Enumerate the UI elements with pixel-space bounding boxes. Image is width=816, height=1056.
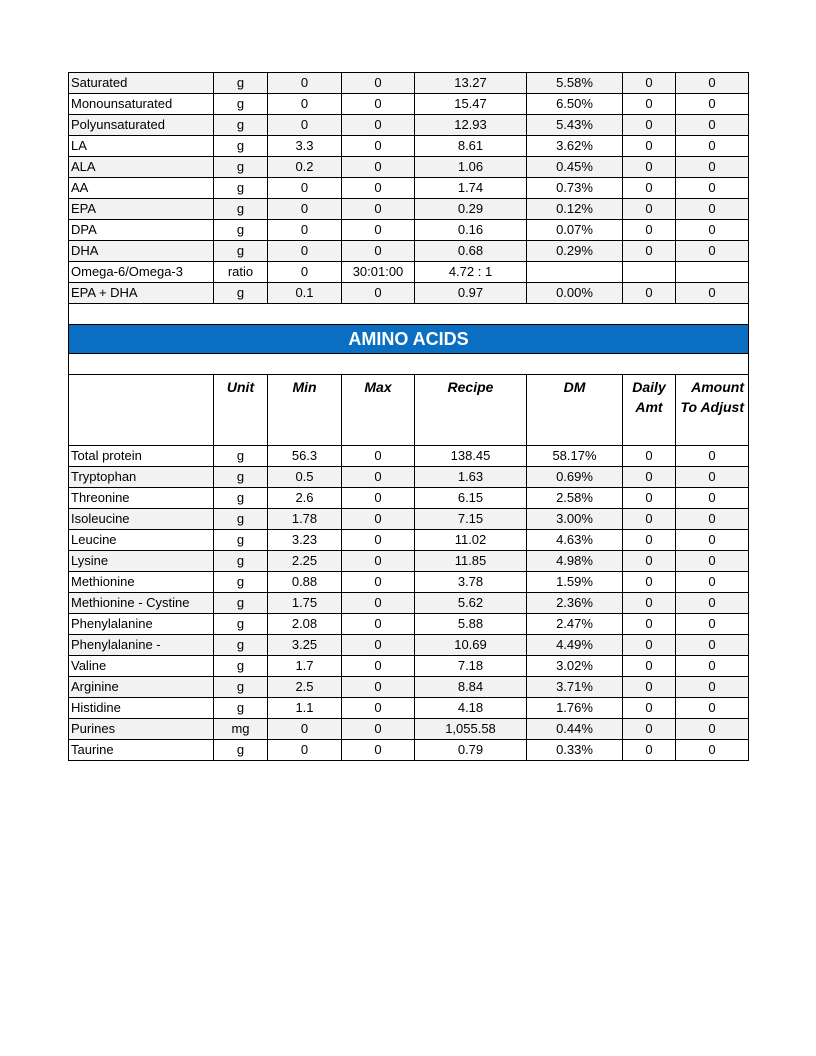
table-row [69, 220, 749, 241]
cell-recipe: 4.18 [415, 698, 527, 719]
cell-min: 0 [268, 740, 342, 761]
cell-max: 0 [342, 467, 415, 488]
cell-min: 56.3 [268, 446, 342, 467]
cell-unit: g [214, 94, 268, 115]
cell-daily: 0 [623, 656, 676, 677]
cell-name: Monounsaturated [69, 94, 214, 115]
cell-dm: 2.36% [527, 593, 623, 614]
cell-name: AA [69, 178, 214, 199]
cell-min: 1.7 [268, 656, 342, 677]
table-row [69, 530, 749, 551]
cell-dm: 4.49% [527, 635, 623, 656]
cell-unit: g [214, 467, 268, 488]
cell-recipe: 15.47 [415, 94, 527, 115]
cell-max: 0 [342, 551, 415, 572]
cell-dm: 5.43% [527, 115, 623, 136]
cell-max: 0 [342, 740, 415, 761]
cell-unit: g [214, 677, 268, 698]
header-min: Min [268, 375, 342, 446]
column-header-row [69, 375, 749, 446]
cell-unit: g [214, 698, 268, 719]
cell-dm: 0.69% [527, 467, 623, 488]
cell-adjust: 0 [676, 614, 749, 635]
cell-daily: 0 [623, 241, 676, 262]
cell-name: Phenylalanine - [69, 635, 214, 656]
cell-min: 2.5 [268, 677, 342, 698]
cell-recipe: 138.45 [415, 446, 527, 467]
table-row [69, 551, 749, 572]
cell-name: DHA [69, 241, 214, 262]
cell-daily: 0 [623, 698, 676, 719]
amino-section-header [69, 304, 749, 446]
cell-recipe: 12.93 [415, 115, 527, 136]
cell-recipe: 0.29 [415, 199, 527, 220]
cell-name: Tryptophan [69, 467, 214, 488]
cell-unit: g [214, 446, 268, 467]
cell-unit: g [214, 157, 268, 178]
cell-recipe: 5.88 [415, 614, 527, 635]
cell-min: 2.08 [268, 614, 342, 635]
cell-dm: 3.00% [527, 509, 623, 530]
cell-dm: 58.17% [527, 446, 623, 467]
cell-max: 0 [342, 241, 415, 262]
cell-daily: 0 [623, 740, 676, 761]
cell-name: Isoleucine [69, 509, 214, 530]
cell-recipe: 1,055.58 [415, 719, 527, 740]
cell-min: 3.23 [268, 530, 342, 551]
cell-max: 0 [342, 719, 415, 740]
cell-daily: 0 [623, 488, 676, 509]
cell-name: Polyunsaturated [69, 115, 214, 136]
cell-daily: 0 [623, 73, 676, 94]
cell-min: 1.75 [268, 593, 342, 614]
cell-min: 0.2 [268, 157, 342, 178]
cell-daily: 0 [623, 446, 676, 467]
amino-section [69, 446, 749, 761]
header-nutrient [69, 375, 214, 446]
cell-max: 0 [342, 73, 415, 94]
cell-name: Saturated [69, 73, 214, 94]
cell-daily: 0 [623, 199, 676, 220]
cell-adjust: 0 [676, 488, 749, 509]
cell-recipe: 11.02 [415, 530, 527, 551]
cell-adjust: 0 [676, 94, 749, 115]
cell-max: 0 [342, 614, 415, 635]
table-row [69, 635, 749, 656]
cell-adjust: 0 [676, 698, 749, 719]
table-row [69, 488, 749, 509]
cell-min: 2.6 [268, 488, 342, 509]
cell-max: 0 [342, 94, 415, 115]
cell-min: 0.88 [268, 572, 342, 593]
cell-daily: 0 [623, 94, 676, 115]
cell-dm: 3.62% [527, 136, 623, 157]
cell-name: Purines [69, 719, 214, 740]
header-daily-amt: Daily Amt [623, 375, 676, 446]
cell-unit: g [214, 220, 268, 241]
cell-daily: 0 [623, 283, 676, 304]
table-row [69, 283, 749, 304]
cell-max: 0 [342, 199, 415, 220]
cell-recipe: 0.68 [415, 241, 527, 262]
table-row [69, 698, 749, 719]
cell-recipe: 1.63 [415, 467, 527, 488]
cell-dm: 0.73% [527, 178, 623, 199]
cell-adjust: 0 [676, 635, 749, 656]
cell-name: Omega-6/Omega-3 [69, 262, 214, 283]
cell-max: 0 [342, 656, 415, 677]
cell-name: Methionine - Cystine [69, 593, 214, 614]
cell-daily [623, 262, 676, 283]
cell-recipe: 6.15 [415, 488, 527, 509]
cell-adjust: 0 [676, 73, 749, 94]
cell-adjust: 0 [676, 719, 749, 740]
cell-max: 0 [342, 572, 415, 593]
cell-unit: g [214, 136, 268, 157]
cell-name: ALA [69, 157, 214, 178]
cell-dm: 0.00% [527, 283, 623, 304]
cell-dm: 3.71% [527, 677, 623, 698]
table-row [69, 94, 749, 115]
cell-dm: 0.33% [527, 740, 623, 761]
cell-adjust: 0 [676, 593, 749, 614]
table-row [69, 241, 749, 262]
cell-recipe: 10.69 [415, 635, 527, 656]
table-row [69, 115, 749, 136]
table-row [69, 157, 749, 178]
cell-dm: 4.98% [527, 551, 623, 572]
header-max: Max [342, 375, 415, 446]
cell-daily: 0 [623, 635, 676, 656]
cell-daily: 0 [623, 593, 676, 614]
cell-recipe: 1.06 [415, 157, 527, 178]
cell-max: 0 [342, 698, 415, 719]
cell-recipe: 8.84 [415, 677, 527, 698]
cell-daily: 0 [623, 220, 676, 241]
fats-section [69, 73, 749, 304]
header-dm: DM [527, 375, 623, 446]
cell-unit: mg [214, 719, 268, 740]
cell-recipe: 7.18 [415, 656, 527, 677]
cell-min: 0 [268, 220, 342, 241]
cell-name: Histidine [69, 698, 214, 719]
table-row [69, 719, 749, 740]
table-row [69, 467, 749, 488]
cell-min: 2.25 [268, 551, 342, 572]
cell-dm: 2.58% [527, 488, 623, 509]
cell-daily: 0 [623, 467, 676, 488]
cell-min: 3.25 [268, 635, 342, 656]
cell-adjust: 0 [676, 283, 749, 304]
cell-daily: 0 [623, 530, 676, 551]
table-row [69, 199, 749, 220]
cell-min: 1.78 [268, 509, 342, 530]
cell-unit: ratio [214, 262, 268, 283]
cell-adjust: 0 [676, 157, 749, 178]
cell-dm: 1.76% [527, 698, 623, 719]
cell-recipe: 5.62 [415, 593, 527, 614]
cell-min: 1.1 [268, 698, 342, 719]
table-row [69, 509, 749, 530]
cell-name: DPA [69, 220, 214, 241]
cell-dm: 1.59% [527, 572, 623, 593]
table-row [69, 677, 749, 698]
cell-adjust: 0 [676, 467, 749, 488]
cell-unit: g [214, 178, 268, 199]
cell-adjust: 0 [676, 178, 749, 199]
cell-max: 0 [342, 488, 415, 509]
cell-daily: 0 [623, 178, 676, 199]
cell-unit: g [214, 199, 268, 220]
cell-recipe: 0.97 [415, 283, 527, 304]
cell-daily: 0 [623, 677, 676, 698]
cell-adjust [676, 262, 749, 283]
cell-unit: g [214, 115, 268, 136]
cell-adjust: 0 [676, 241, 749, 262]
cell-name: Total protein [69, 446, 214, 467]
cell-unit: g [214, 635, 268, 656]
cell-unit: g [214, 488, 268, 509]
table-row [69, 178, 749, 199]
spacer-row [69, 304, 749, 325]
cell-adjust: 0 [676, 509, 749, 530]
cell-dm: 2.47% [527, 614, 623, 635]
header-unit: Unit [214, 375, 268, 446]
table-row [69, 73, 749, 94]
cell-daily: 0 [623, 509, 676, 530]
cell-adjust: 0 [676, 551, 749, 572]
cell-max: 0 [342, 115, 415, 136]
cell-min: 0 [268, 241, 342, 262]
header-recipe: Recipe [415, 375, 527, 446]
cell-adjust: 0 [676, 530, 749, 551]
cell-unit: g [214, 241, 268, 262]
cell-max: 0 [342, 593, 415, 614]
cell-max: 30:01:00 [342, 262, 415, 283]
cell-max: 0 [342, 178, 415, 199]
cell-dm: 3.02% [527, 656, 623, 677]
cell-daily: 0 [623, 719, 676, 740]
cell-name: EPA [69, 199, 214, 220]
cell-min: 0.5 [268, 467, 342, 488]
cell-max: 0 [342, 220, 415, 241]
cell-unit: g [214, 509, 268, 530]
table-row [69, 446, 749, 467]
cell-name: Phenylalanine [69, 614, 214, 635]
cell-min: 0 [268, 262, 342, 283]
cell-name: Methionine [69, 572, 214, 593]
cell-dm: 0.07% [527, 220, 623, 241]
cell-name: Arginine [69, 677, 214, 698]
cell-daily: 0 [623, 115, 676, 136]
cell-name: EPA + DHA [69, 283, 214, 304]
cell-recipe: 0.79 [415, 740, 527, 761]
table-row [69, 614, 749, 635]
cell-recipe: 3.78 [415, 572, 527, 593]
cell-recipe: 11.85 [415, 551, 527, 572]
cell-min: 0 [268, 115, 342, 136]
cell-min: 3.3 [268, 136, 342, 157]
cell-min: 0 [268, 199, 342, 220]
cell-adjust: 0 [676, 740, 749, 761]
table-row [69, 656, 749, 677]
cell-adjust: 0 [676, 115, 749, 136]
cell-max: 0 [342, 509, 415, 530]
table-row [69, 136, 749, 157]
table-row [69, 572, 749, 593]
cell-daily: 0 [623, 136, 676, 157]
cell-unit: g [214, 551, 268, 572]
cell-dm: 5.58% [527, 73, 623, 94]
cell-min: 0 [268, 94, 342, 115]
cell-name: LA [69, 136, 214, 157]
table-row [69, 593, 749, 614]
cell-dm: 0.45% [527, 157, 623, 178]
cell-name: Threonine [69, 488, 214, 509]
section-title: AMINO ACIDS [69, 325, 749, 354]
cell-daily: 0 [623, 157, 676, 178]
cell-adjust: 0 [676, 572, 749, 593]
header-amount-to-adjust: Amount To Adjust [676, 375, 749, 446]
nutrient-sheet [68, 72, 748, 761]
cell-max: 0 [342, 446, 415, 467]
cell-min: 0 [268, 719, 342, 740]
cell-unit: g [214, 73, 268, 94]
cell-unit: g [214, 283, 268, 304]
cell-unit: g [214, 614, 268, 635]
cell-dm [527, 262, 623, 283]
cell-dm: 0.29% [527, 241, 623, 262]
cell-name: Leucine [69, 530, 214, 551]
cell-min: 0 [268, 73, 342, 94]
cell-dm: 4.63% [527, 530, 623, 551]
cell-adjust: 0 [676, 656, 749, 677]
cell-unit: g [214, 740, 268, 761]
cell-min: 0 [268, 178, 342, 199]
cell-recipe: 1.74 [415, 178, 527, 199]
cell-max: 0 [342, 530, 415, 551]
table-row [69, 740, 749, 761]
table-row [69, 262, 749, 283]
cell-adjust: 0 [676, 136, 749, 157]
cell-unit: g [214, 572, 268, 593]
cell-recipe: 13.27 [415, 73, 527, 94]
cell-name: Lysine [69, 551, 214, 572]
cell-daily: 0 [623, 572, 676, 593]
cell-min: 0.1 [268, 283, 342, 304]
cell-max: 0 [342, 677, 415, 698]
spacer-row [69, 354, 749, 375]
cell-recipe: 4.72 : 1 [415, 262, 527, 283]
cell-max: 0 [342, 136, 415, 157]
cell-adjust: 0 [676, 220, 749, 241]
cell-adjust: 0 [676, 446, 749, 467]
cell-daily: 0 [623, 551, 676, 572]
cell-unit: g [214, 656, 268, 677]
cell-name: Taurine [69, 740, 214, 761]
cell-recipe: 8.61 [415, 136, 527, 157]
cell-recipe: 0.16 [415, 220, 527, 241]
cell-name: Valine [69, 656, 214, 677]
cell-unit: g [214, 593, 268, 614]
nutrient-table [68, 72, 749, 761]
cell-dm: 0.44% [527, 719, 623, 740]
cell-dm: 6.50% [527, 94, 623, 115]
cell-daily: 0 [623, 614, 676, 635]
cell-max: 0 [342, 635, 415, 656]
cell-dm: 0.12% [527, 199, 623, 220]
cell-adjust: 0 [676, 677, 749, 698]
cell-max: 0 [342, 283, 415, 304]
cell-max: 0 [342, 157, 415, 178]
cell-recipe: 7.15 [415, 509, 527, 530]
cell-adjust: 0 [676, 199, 749, 220]
cell-unit: g [214, 530, 268, 551]
